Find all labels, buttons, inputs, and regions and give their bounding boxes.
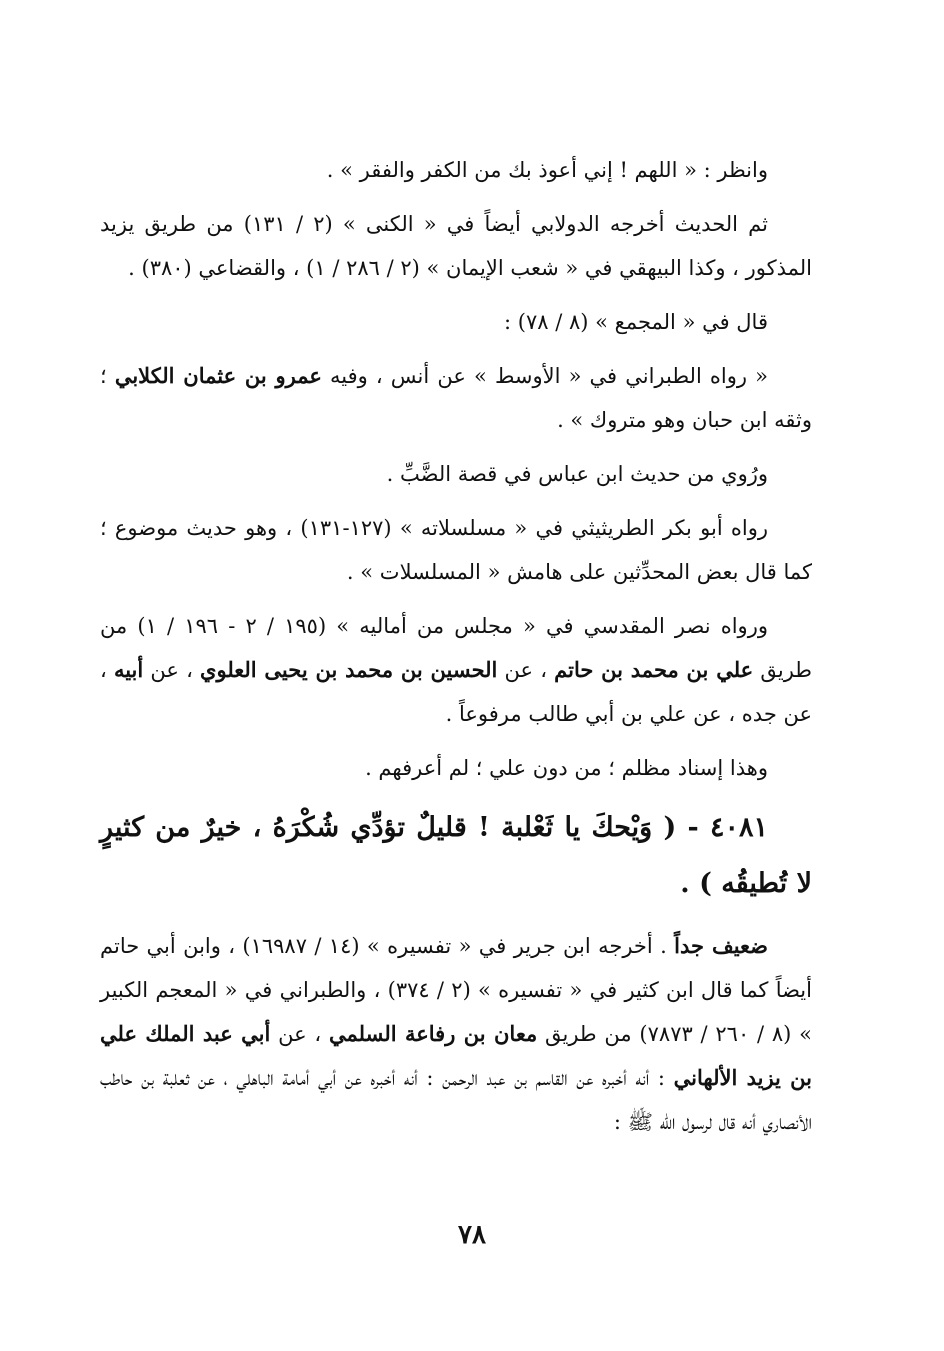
paragraph-nasr-maqdisi xyxy=(100,604,812,736)
narrator-name: أبيه xyxy=(113,657,144,682)
paragraph-see-also: وانظر : « اللهم ! إني أعوذ بك من الكفر والفقر » . xyxy=(326,158,768,182)
narrator-name: الحسين بن محمد بن يحيى العلوي xyxy=(200,657,498,682)
text-segment: « رواه الطبراني في « الأوسط » عن أنس ، وفيه xyxy=(321,364,769,388)
paragraph-dulabi-source: ثم الحديث أخرجه الدولابي أيضاً في « الكنى » (٢ / ١٣١) من طريق يزيد المذكور ، وكذا البيهقي في « شعب الإيمان » (٢ / ٢٨٦ / ١) ، والقضاعي (٣٨٠) . xyxy=(100,212,812,280)
text-segment: ، عن جده ، عن علي بن أبي طالب مرفوعاً . xyxy=(100,658,812,726)
paragraph-turaythithi: رواه أبو بكر الطريثيثي في « مسلسلاته » (١٢٧-١٣١) ، وهو حديث موضوع ؛ كما قال بعض المحدِّثين على هامش « المسلسلات » . xyxy=(100,516,812,584)
text-segment: ، عن xyxy=(143,658,201,682)
paragraph-hadith-grading xyxy=(100,924,812,1144)
text-segment: ، عن xyxy=(270,1022,329,1046)
text-segment: . أخرجه ابن جرير في « تفسيره » (١٤ / ١٦٩٨٧) ، وابن أبي حاتم أيضاً كما قال ابن كثير في « تفسيره » (٢ / ٣٧٤) ، والطبراني في « المعجم الكبير » (٨ / ٢٦٠ / ٧٨٧٣) من طريق xyxy=(100,934,812,1046)
text-segment: ، عن xyxy=(497,658,555,682)
paragraph-majma-intro: قال في « المجمع » (٨ / ٧٨) : xyxy=(504,310,768,334)
hadith-heading: ٤٠٨١ - ( وَيْحكَ يا ثَعْلبة ! قليلٌ تؤدِّي شُكْرَهُ ، خيرٌ من كثيرٍ لا تُطيقُه ) . xyxy=(100,812,812,899)
grading-label: ضعيف جداً xyxy=(674,933,768,958)
narrator-name: علي بن محمد بن حاتم xyxy=(554,657,754,682)
page-body xyxy=(100,148,812,1154)
narrator-name: معان بن رفاعة السلمي xyxy=(328,1021,538,1046)
text-segment: ورواه نصر المقدسي في « مجلس من أماليه » (١٩٥ / ٢ - ١٩٦ / ١) من طريق xyxy=(100,614,813,682)
paragraph-tabarani-quote xyxy=(100,354,812,442)
narrator-name: أبي عبد الملك علي بن يزيد الألهاني xyxy=(100,1021,812,1090)
text-segment: ؛ وثقه ابن حبان وهو متروك » . xyxy=(100,364,812,432)
paragraph-ibn-abbas: ورُوي من حديث ابن عباس في قصة الضَّبِّ . xyxy=(386,462,768,486)
text-segment: : أنه أخبره عن القاسم بن عبد الرحمن : أنه أخبره عن أبي أمامة الباهلي ، عن ثعلبة بن حاطب الأنصاري أنه قال لرسول الله ﷺ : xyxy=(100,1066,812,1134)
narrator-name: عمرو بن عثمان الكلابي xyxy=(114,363,322,388)
page-number: ٧٨ xyxy=(458,1220,486,1250)
paragraph-isnad-judgment: وهذا إسناد مظلم ؛ من دون علي ؛ لم أعرفهم . xyxy=(365,756,768,780)
